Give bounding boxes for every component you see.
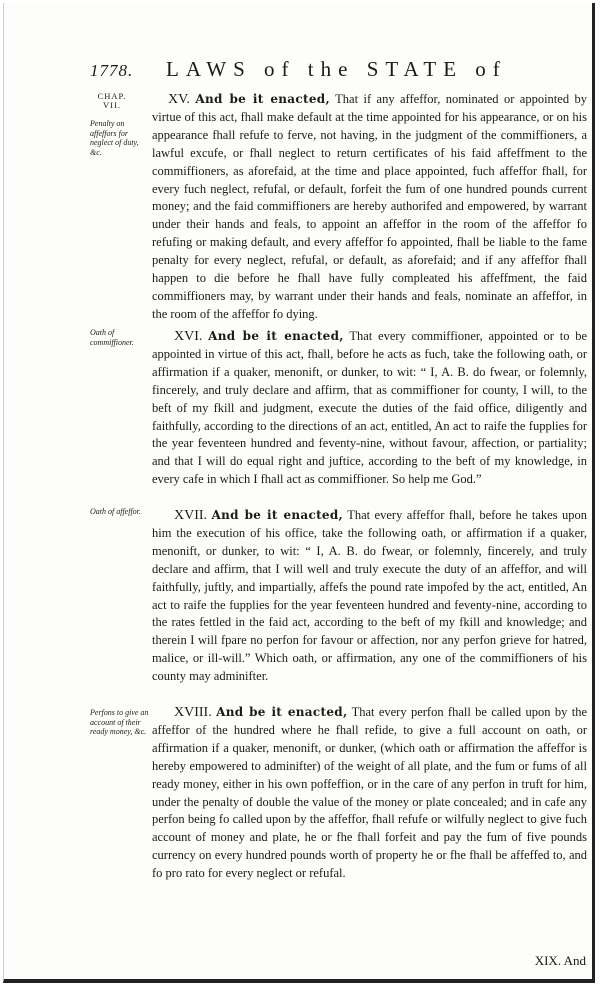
- running-title: LAWS of the STATE of: [166, 57, 507, 81]
- section-number: XV.: [168, 92, 190, 107]
- section-text: That every affeffor fhall, before he takes upon him the execution of his office, take the following oath, or affirmation if a quaker, menonift, or dunker, to wit: “ I, A. B. do fwear, or folemnly, fincerely, and truly declare and affirm, that I will well and truly execute the duty of an affeffor, and will faithfully, juftly, and impartially, affefs the pound rate impofed by the act, entitled, An act to raife the fupplies for the year feventeen hundred and feventy-nine, according to the rates fettled in the faid act, according to the beft of my fkill and knowledge; and therein I will fpare no perfon for favour or affection, nor any perfon grieve for hatred, malice, or ill-will.” Which oath, or affirmation, any one of the commiffioners of his county may adminifter.: [152, 508, 587, 684]
- section-text: That every perfon fhall be called upon by the affeffor of the hundred where he fhall refide, to give a full account on oath, or affirmation if a quaker, menonift, or dunker, (which oath or affirmation the affeffor is hereby empowered to adminifter) of the weight of all plate, and the fum or fums of all ready money, either in his own poffeffion, or in the care of any perfon in truft for him, under the penalty of double the value of the money or plate concealed; and in cafe any perfon being fo called upon by the affeffor, fhall refufe or wilfully neglect to give fuch account of money and plate, he or fhe fhall forfeit and pay the fum of five pounds currency on every hundred pounds worth of property he or fhe fhall be affeffed to, and fo pro rato for every neglect or refufal.: [152, 705, 587, 881]
- section-xv: [152, 91, 587, 324]
- chapter-marker: [91, 92, 133, 110]
- margin-note: Oath of affeffor.: [90, 507, 141, 516]
- section-xviii: [152, 704, 587, 883]
- page-year: 1778.: [90, 61, 134, 80]
- enacting-clause: And be it enacted,: [211, 508, 344, 522]
- margin-note: Penalty on affeffors for neglect of duty, &c.: [90, 119, 139, 157]
- section-xvii: [152, 507, 587, 686]
- section-text: That every commiffioner, appointed or to be appointed in virtue of this act, fhall, before he acts as fuch, take the following oath, or affirmation if a quaker, menonift, or dunker, to wit: “ I, A. B. do fwear, or folemnly, fincerely, and truly declare and affirm, that as commiffioner for county, I will, to the beft of my fkill and judgment, execute the duties of the faid office, diligently and faithfully, according to the directions of an act, entitled, An act to raife the fupplies for the year feventeen hundred and feventy-nine, without favour, affection, or partiality; and that I will do equal right and juftice, according to the beft of my knowledge, in every cafe in which I fhall act as commiffioner. So help me God.”: [152, 329, 588, 487]
- section-xvi: [152, 328, 587, 489]
- book-page: [3, 3, 595, 983]
- chapter-number: VII.: [103, 100, 121, 110]
- enacting-clause: And be it enacted,: [216, 705, 348, 719]
- enacting-clause: And be it enacted,: [195, 92, 330, 106]
- margin-note: Oath of commiffioner.: [90, 328, 134, 347]
- section-number: XVIII.: [174, 705, 212, 720]
- margin-note: Perfons to give an account of their ready money, &c.: [90, 708, 149, 736]
- enacting-clause: And be it enacted,: [208, 329, 344, 343]
- chapter-label: CHAP.: [97, 91, 127, 101]
- catchword: [535, 953, 586, 969]
- catchword-text: XIX. And: [534, 953, 586, 968]
- section-number: XVI.: [174, 329, 203, 344]
- section-number: XVII.: [174, 508, 208, 523]
- page-header: [90, 55, 522, 81]
- section-text: That if any affeffor, nominated or appointed by virtue of this act, fhall make default at the time appointed for his appearance, or on his appearance fhall refufe to ferve, not having, in the judgment of the commiffioners, a lawful excufe, or fhall neglect to return certificates of his faid affeffment to the commiffioners, as aforefaid, at the time and place appointed, fuch affeffor fhall, for every fuch neglect, refufal, or default, forfeit the fum of one hundred pounds current money; and the faid commiffioners are hereby authorifed and empowered, by warrant under their hands and feals, to appoint an affeffor in the room of the affeffor fo refufing or making default, and every affeffor fo appointed, fhall be liable to the fame penalty for every neglect, refufal, or default, as aforefaid; and if any affeffor fhall happen to die before he fhall have fully compleated his affeffment, the faid commiffioners may, by warrant under their hands and feals, nominate an affeffor, in the room of the affeffor fo dying.: [152, 92, 587, 321]
